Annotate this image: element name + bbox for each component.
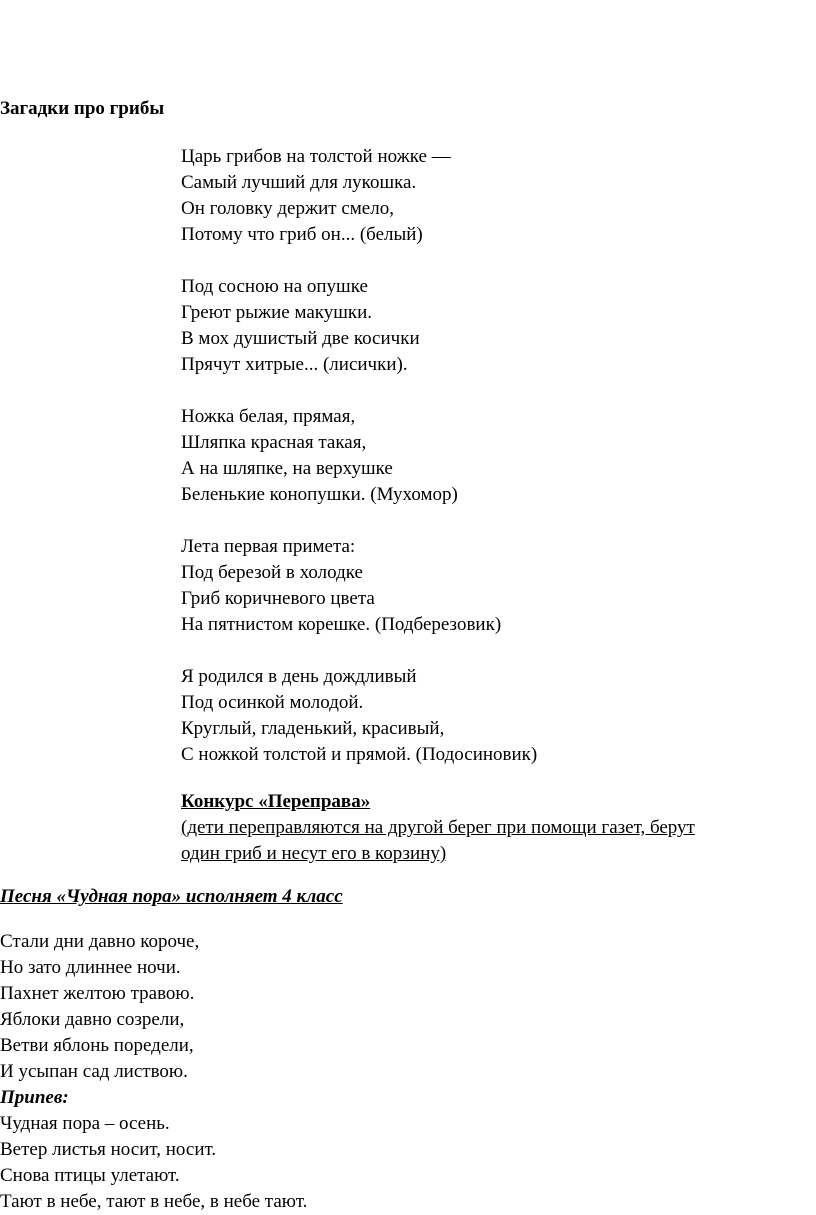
riddles-block — [181, 144, 811, 794]
riddle-line: Потому что гриб он... (белый) — [181, 224, 423, 245]
riddle-line: Ножка белая, прямая, — [181, 406, 356, 427]
contest-description: (дети переправляются на другой берег при помощи газет, берут — [181, 817, 695, 838]
verse-line: Пахнет желтою травою. — [0, 983, 195, 1004]
contest-title: Конкурс «Переправа» — [181, 791, 371, 812]
riddle-line: Круглый, гладенький, красивый, — [181, 718, 445, 739]
verse-line: Стали дни давно короче, — [0, 931, 200, 952]
riddle — [181, 534, 811, 638]
riddle-line: Прячут хитрые... (лисички). — [181, 354, 408, 375]
riddle-line: В мох душистый две косички — [181, 328, 420, 349]
riddle-line: Под сосною на опушке — [181, 276, 368, 297]
riddle-line: А на шляпке, на верхушке — [181, 458, 393, 479]
riddle-line: Он головку держит смело, — [181, 198, 394, 219]
riddle-line: На пятнистом корешке. (Подберезовик) — [181, 614, 502, 635]
riddle-line: Лета первая примета: — [181, 536, 356, 557]
chorus-line: Снова птицы улетают. — [0, 1165, 180, 1186]
riddle — [181, 274, 811, 378]
riddle — [181, 144, 811, 248]
chorus-line: Тают в небе, тают в небе, в небе тают. — [0, 1191, 308, 1212]
riddle-line: Беленькие конопушки. (Мухомор) — [181, 484, 458, 505]
section-heading-riddles: Загадки про грибы — [0, 98, 165, 119]
verse-line: И усыпан сад листвою. — [0, 1061, 188, 1082]
riddle-line: Шляпка красная такая, — [181, 432, 367, 453]
riddle-line: Гриб коричневого цвета — [181, 588, 375, 609]
chorus-line: Чудная пора – осень. — [0, 1113, 170, 1134]
contest-block — [181, 789, 806, 867]
riddle-line: Под осинкой молодой. — [181, 692, 364, 713]
riddle-line: Царь грибов на толстой ножке — — [181, 146, 451, 167]
riddle-line: Греют рыжие макушки. — [181, 302, 373, 323]
contest-description: один гриб и несут его в корзину) — [181, 843, 447, 864]
riddle — [181, 404, 811, 508]
verse-line: Ветви яблонь поредели, — [0, 1035, 194, 1056]
chorus-line: Ветер листья носит, носит. — [0, 1139, 217, 1160]
chorus-label: Припев: — [0, 1087, 69, 1108]
verse-line: Яблоки давно созрели, — [0, 1009, 185, 1030]
riddle-line: Под березой в холодке — [181, 562, 363, 583]
riddle-line: Я родился в день дождливый — [181, 666, 417, 687]
riddle — [181, 664, 811, 768]
verse-line: Но зато длиннее ночи. — [0, 957, 181, 978]
song-title: Песня «Чудная пора» исполняет 4 класс — [0, 886, 343, 907]
riddle-line: Самый лучший для лукошка. — [181, 172, 417, 193]
song-block — [0, 884, 810, 1215]
riddle-line: С ножкой толстой и прямой. (Подосиновик) — [181, 744, 538, 765]
